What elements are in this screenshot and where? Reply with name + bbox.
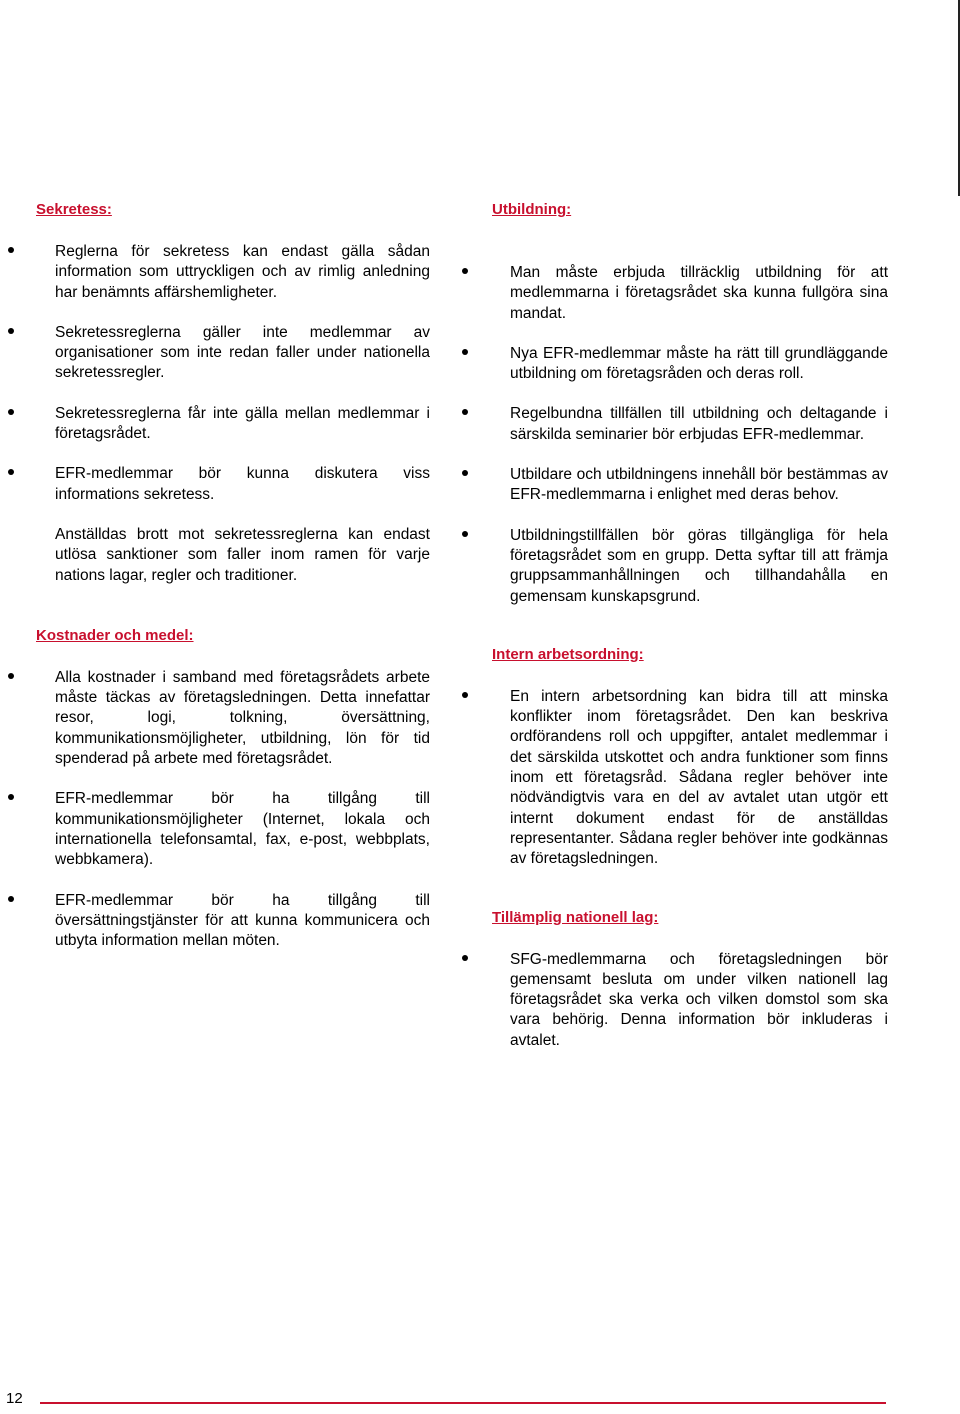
sekretess-list bbox=[0, 242, 430, 505]
kostnader-list bbox=[0, 668, 430, 952]
list-item: Sekretessreglerna får inte gälla mellan medlemmar i företagsrådet. bbox=[0, 404, 430, 445]
sekretess-paragraph: Anställdas brott mot sekretessreglerna kan endast utlösa sanktioner som faller inom ramen för varje nations lagar, regler och traditioner. bbox=[55, 525, 430, 584]
page-number: 12 bbox=[6, 1390, 23, 1407]
list-item: EFR-medlemmar bör ha tillgång till kommunikationsmöjligheter (Internet, lokala och internationella telefonsamtal, fax, e-post, webbplats, webbkamera). bbox=[0, 789, 430, 870]
list-item: Sekretessreglerna gäller inte medlemmar av organisationer som inte redan faller under nationella sekretessregler. bbox=[0, 323, 430, 384]
bullet-icon bbox=[8, 794, 14, 800]
bullet-icon bbox=[8, 673, 14, 679]
bullet-icon bbox=[8, 469, 14, 475]
list-item: Alla kostnader i samband med företagsrådets arbete måste täckas av företagsledningen. Detta innefattar resor, logi, tolkning, översättning, kommunikationsmöjligheter, utbildning, lön för tid spenderad på arbete med företagsrådet. bbox=[0, 668, 430, 769]
right-column bbox=[458, 200, 888, 1051]
bullet-icon bbox=[8, 328, 14, 334]
footer-rule bbox=[40, 1402, 886, 1404]
tillamplig-list bbox=[458, 950, 888, 1051]
list-item: Regelbundna tillfällen till utbildning och deltagande i särskilda seminarier bör erbjudas EFR-medlemmar. bbox=[458, 404, 888, 445]
list-item: En intern arbetsordning kan bidra till att minska konflikter inom företagsrådet. Den kan beskriva ordförandens roll och uppgifter, antalet medlemmar i det särskilda utskottet och andra funktioner som finns inom ett företagsråd. Sådana regler behöver inte nödvändigtvis vara en del av avtalet utan utgör ett internt dokument endast för de anställdas representanter. Sådana regler behöver inte godkännas av företagsledningen. bbox=[458, 687, 888, 870]
bullet-icon bbox=[462, 349, 468, 355]
heading-utbildning: Utbildning: bbox=[492, 201, 572, 218]
bullet-icon bbox=[8, 247, 14, 253]
bullet-icon bbox=[462, 531, 468, 537]
list-item: SFG-medlemmarna och företagsledningen bör gemensamt besluta om under vilken nationell lag företagsrådet ska verka och vilken domstol som ska vara behörig. Denna information bör inkluderas i avtalet. bbox=[458, 950, 888, 1051]
heading-kostnader: Kostnader och medel: bbox=[36, 626, 194, 644]
bullet-icon bbox=[462, 409, 468, 415]
list-item: Utbildningstillfällen bör göras tillgängliga för hela företagsrådet som en grupp. Detta syftar till att främja gruppsammanhållningen och tillhandahålla en gemensam kunskapsgrund. bbox=[458, 526, 888, 607]
heading-sekretess: Sekretess: bbox=[36, 201, 112, 218]
heading-intern-arbetsordning: Intern arbetsordning: bbox=[492, 645, 644, 663]
intern-list bbox=[458, 687, 888, 870]
list-item: Utbildare och utbildningens innehåll bör bestämmas av EFR-medlemmarna i enlighet med deras behov. bbox=[458, 465, 888, 506]
bullet-icon bbox=[462, 470, 468, 476]
bullet-icon bbox=[8, 896, 14, 902]
left-column bbox=[0, 200, 430, 951]
list-item: Nya EFR-medlemmar måste ha rätt till grundläggande utbildning om företagsråden och deras roll. bbox=[458, 344, 888, 385]
bullet-icon bbox=[462, 692, 468, 698]
utbildning-list bbox=[458, 263, 888, 607]
list-item: EFR-medlemmar bör ha tillgång till översättningstjänster för att kunna kommunicera och utbyta information mellan möten. bbox=[0, 891, 430, 952]
bullet-icon bbox=[462, 955, 468, 961]
bullet-icon bbox=[8, 409, 14, 415]
list-item: Man måste erbjuda tillräcklig utbildning för att medlemmarna i företagsrådet ska kunna fullgöra sina mandat. bbox=[458, 263, 888, 324]
list-item: Reglerna för sekretess kan endast gälla sådan information som uttryckligen och av rimlig anledning har benämnts affärshemligheter. bbox=[0, 242, 430, 303]
list-item: EFR-medlemmar bör kunna diskutera viss informations sekretess. bbox=[0, 464, 430, 505]
heading-tillamplig-lag: Tillämplig nationell lag: bbox=[492, 908, 659, 926]
bullet-icon bbox=[462, 268, 468, 274]
